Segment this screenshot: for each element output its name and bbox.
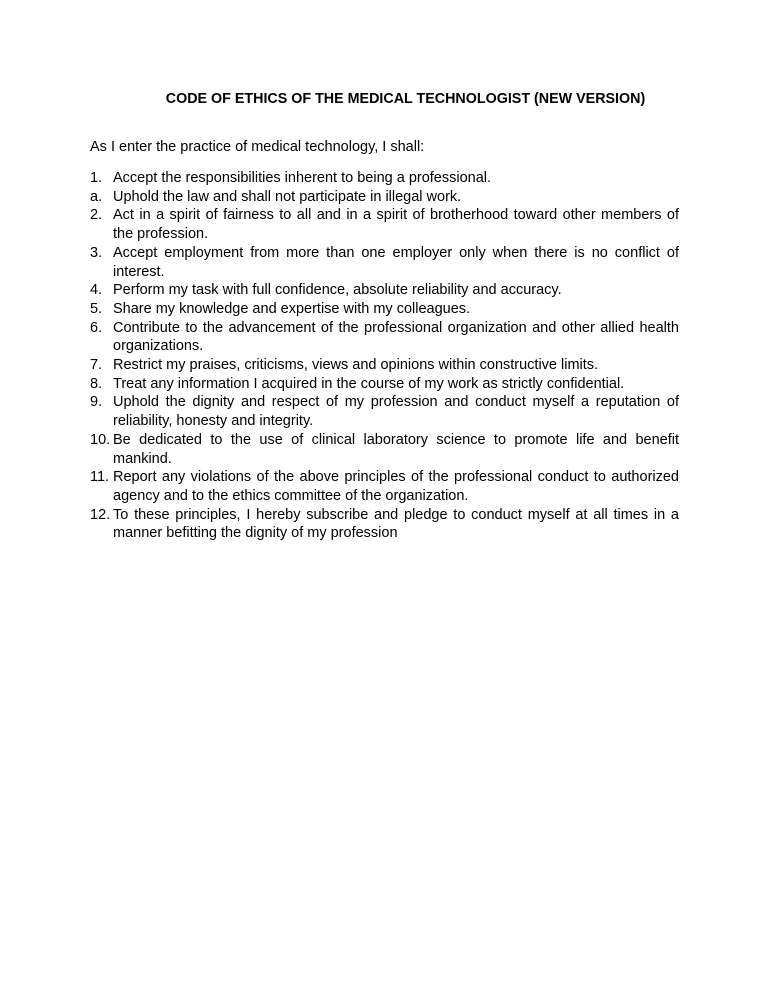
list-item: [90, 431, 679, 468]
list-item: [90, 169, 679, 188]
list-item: [90, 393, 679, 430]
list-item: [90, 188, 679, 207]
list-item-text: Treat any information I acquired in the course of my work as strictly confidential.: [113, 375, 625, 392]
list-marker: 8.: [90, 375, 103, 392]
list-marker: 6.: [90, 319, 103, 336]
list-item: [90, 319, 679, 356]
list-item-text: Accept employment from more than one employer only when there is no conflict of interest.: [113, 244, 679, 280]
list-item: [90, 300, 679, 319]
list-marker: 10.: [90, 431, 111, 448]
list-marker: 3.: [90, 244, 103, 261]
list-item-text: Act in a spirit of fairness to all and in a spirit of brotherhood toward other members of the profession.: [113, 207, 679, 243]
list-item-text: Contribute to the advancement of the professional organization and other allied health organizations.: [113, 319, 679, 355]
list-marker: 1.: [90, 170, 103, 186]
list-marker: a.: [90, 188, 103, 205]
list-item: [90, 244, 679, 281]
ethics-list: [90, 169, 679, 543]
list-marker: 2.: [90, 207, 103, 224]
list-item: [90, 506, 679, 543]
list-item-text: Uphold the law and shall not participate in illegal work.: [113, 188, 462, 205]
list-item-text: Report any violations of the above principles of the professional conduct to authorized agency and to the ethics committee of the organization.: [113, 469, 679, 504]
list-item-text: Share my knowledge and expertise with my colleagues.: [113, 300, 471, 317]
list-item-text: Perform my task with full confidence, absolute reliability and accuracy.: [113, 282, 562, 299]
list-item: [90, 468, 679, 505]
list-item-text: To these principles, I hereby subscribe and pledge to conduct myself at all times in a manner befitting the dignity of my profession: [113, 506, 679, 542]
list-marker: 11.: [90, 469, 110, 486]
list-item: [90, 206, 679, 243]
list-item-text: Restrict my praises, criticisms, views and opinions within constructive limits.: [113, 357, 599, 374]
list-item: [90, 281, 679, 300]
list-item: [90, 375, 679, 394]
list-item: [90, 356, 679, 375]
list-marker: 9.: [90, 394, 103, 411]
intro-text: As I enter the practice of medical technology, I shall:: [90, 139, 425, 155]
list-item-text: Be dedicated to the use of clinical laboratory science to promote life and benefit mankind.: [113, 431, 679, 467]
list-marker: 12.: [90, 506, 111, 523]
list-marker: 4.: [90, 282, 103, 299]
list-marker: 5.: [90, 300, 103, 317]
list-item-text: Uphold the dignity and respect of my profession and conduct myself a reputation of reliability, honesty and integrity.: [113, 394, 679, 430]
list-marker: 7.: [90, 357, 103, 374]
document-title: CODE OF ETHICS OF THE MEDICAL TECHNOLOGIST (NEW VERSION): [165, 91, 646, 107]
list-item-text: Accept the responsibilities inherent to being a professional.: [113, 170, 492, 186]
